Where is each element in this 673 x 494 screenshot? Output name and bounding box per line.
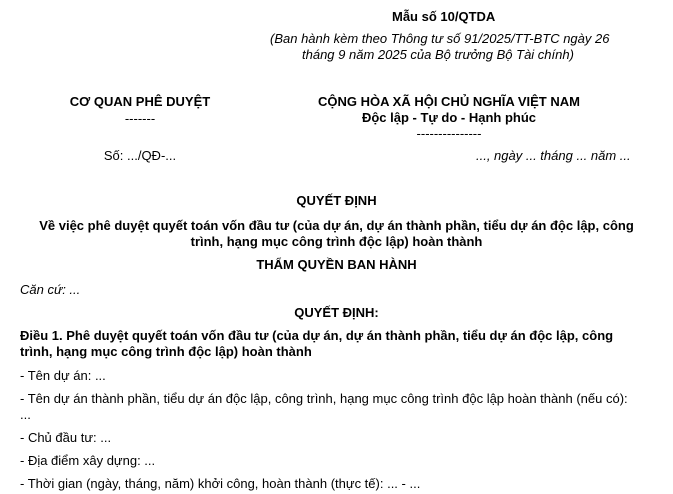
motto-divider: --------------- <box>416 126 482 141</box>
item-investor: - Chủ đầu tư: ... <box>20 430 112 445</box>
issuing-authority: THẨM QUYỀN BAN HÀNH <box>256 257 417 272</box>
doc-number: Số: .../QĐ-... <box>103 148 177 163</box>
place-date: ..., ngày ... tháng ... năm ... <box>476 148 631 163</box>
country-name: CỘNG HÒA XÃ HỘI CHỦ NGHĨA VIỆT NAM <box>318 94 580 109</box>
subject-line2: trình, hạng mục công trình độc lập) hoàn thành <box>190 234 483 249</box>
article1-line1: Điều 1. Phê duyệt quyết toán vốn đầu tư (của dự án, dự án thành phần, tiểu dự án độc lập, công <box>20 328 614 343</box>
article1-line2: trình, hạng mục công trình độc lập) hoàn thành <box>20 344 312 359</box>
item-component-name: - Tên dự án thành phần, tiểu dự án độc lập, công trình, hạng mục công trình độc lập hoàn thành (nếu có): <box>20 391 628 406</box>
decides-heading: QUYẾT ĐỊNH: <box>294 305 379 320</box>
motto: Độc lập - Tự do - Hạnh phúc <box>361 110 537 125</box>
legal-basis: Căn cứ: ... <box>20 282 81 297</box>
form-note-line2: tháng 9 năm 2025 của Bộ trưởng Bộ Tài chính) <box>302 47 574 62</box>
subject-line1: Về việc phê duyệt quyết toán vốn đầu tư (của dự án, dự án thành phần, tiểu dự án độc lập, công <box>39 218 634 233</box>
item-location: - Địa điểm xây dựng: ... <box>20 453 156 468</box>
item-project-name: - Tên dự án: ... <box>20 368 106 383</box>
form-note-line1: (Ban hành kèm theo Thông tư số 91/2025/TT-BTC ngày 26 <box>270 31 610 46</box>
agency-divider: ------- <box>124 111 156 126</box>
item-timeline: - Thời gian (ngày, tháng, năm) khởi công, hoàn thành (thực tế): ... - ... <box>20 476 421 491</box>
decision-title: QUYẾT ĐỊNH <box>296 193 377 208</box>
item-component-name-cont: ... <box>20 407 31 422</box>
agency-name: CƠ QUAN PHÊ DUYỆT <box>69 94 211 109</box>
form-number: Mẫu số 10/QTDA <box>392 9 496 24</box>
